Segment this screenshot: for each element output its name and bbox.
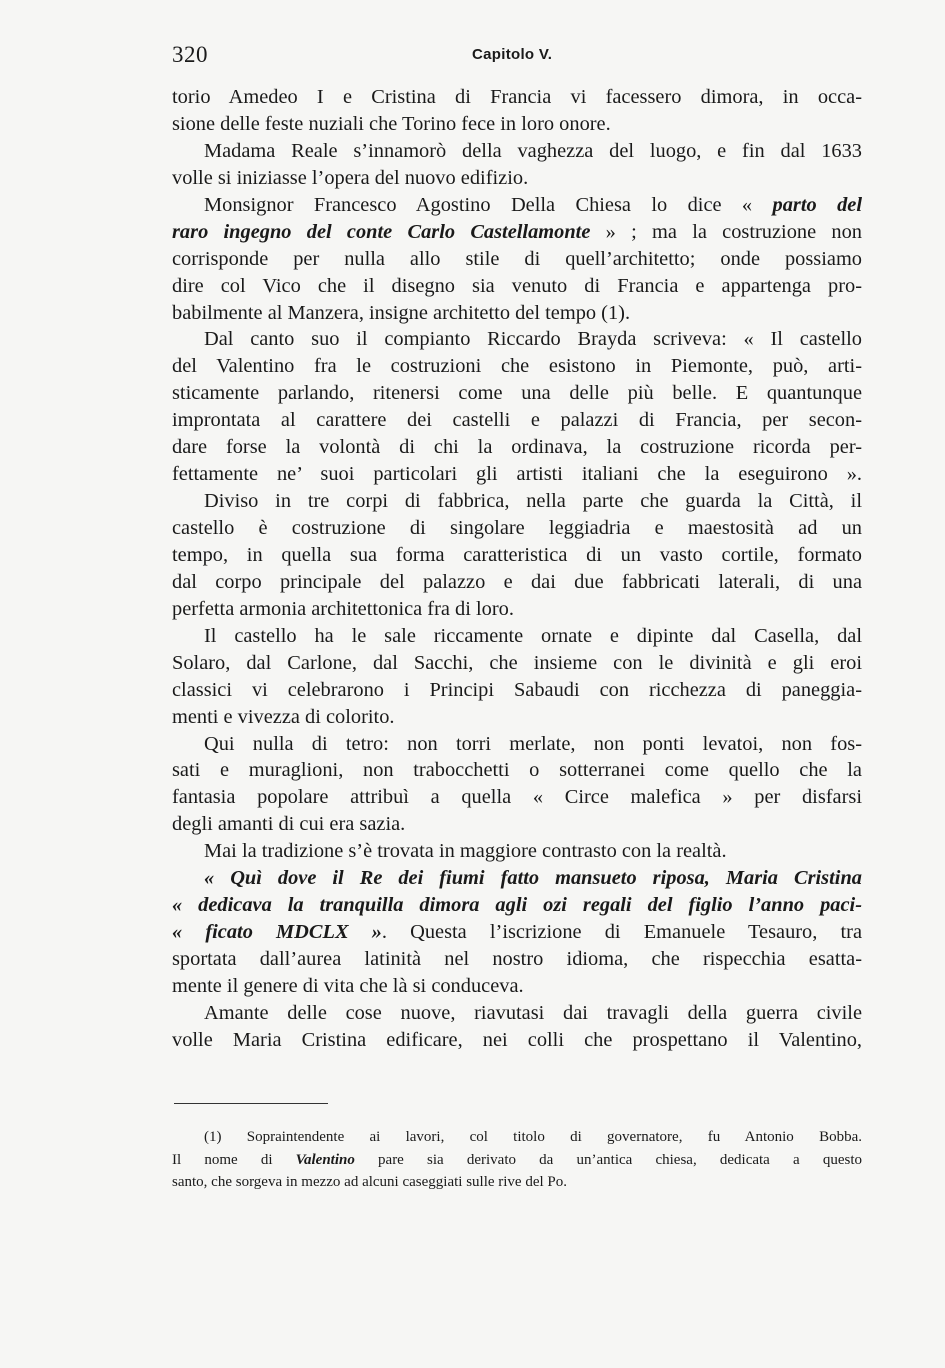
text-line: babilmente al Manzera, insigne architetto del tempo (1). [172,301,631,324]
text-line: degli amanti di cui era sazia. [172,813,406,836]
text-run: . Questa l’iscrizione di Emanuele Tesauro, tra [381,921,862,944]
page-number: 320 [172,42,208,67]
text-line [172,192,862,219]
text-line: dire col Vico che il disegno sia venuto di Francia e appartenga pro- [172,274,862,297]
text-line: sati e muraglioni, non trabocchetti o sotterranei come quello che la [172,759,862,782]
footnotes [172,1126,862,1194]
text-line: Mai la tradizione s’è trovata in maggiore contrasto con la realtà. [204,840,727,863]
text-line: fettamente ne’ suoi particolari gli artisti italiani che la eseguirono ». [172,463,862,486]
footnote-line [172,1149,862,1172]
footnote-italic: Valentino [295,1151,355,1168]
quoted-italic: parto del [772,193,862,216]
text-line: mente il genere di vita che là si conduceva. [172,974,524,997]
text-line: Madama Reale s’innamorò della vaghezza del luogo, e fin dal 1633 [204,139,862,162]
text-line: menti e vivezza di colorito. [172,705,395,728]
text-line: del Valentino fra le costruzioni che esistono in Piemonte, può, arti- [172,355,862,378]
text-line: Amante delle cose nuove, riavutasi dai travagli della guerra civile [204,1001,862,1024]
text-line: Dal canto suo il compianto Riccardo Brayda scriveva: « Il castello [204,328,862,351]
text-line: sione delle feste nuziali che Torino fece in loro onore. [172,112,611,135]
text-line: Diviso in tre corpi di fabbrica, nella parte che guarda la Città, il [204,490,862,513]
footnote-divider [174,1103,328,1104]
text-run: Monsignor Francesco Agostino Della Chiesa lo dice « [204,193,773,216]
text-line: Qui nulla di tetro: non torri merlate, non ponti levatoi, non fos- [204,732,862,755]
text-line: dare forse la volontà di chi la ordinava, la costruzione ricorda per- [172,436,862,459]
text-line: sticamente parlando, ritenersi come una delle più belle. E quantunque [172,382,862,405]
inscription-line: « dedicava la tranquilla dimora agli ozi regali del figlio l’anno paci- [172,894,862,917]
text-line: classici vi celebrarono i Principi Sabaudi con ricchezza di paneggia- [172,678,862,701]
text-line: corrisponde per nulla allo stile di quell’architetto; onde possiamo [172,247,862,270]
text-line: castello è costruzione di singolare leggiadria e maestosità ad un [172,517,862,539]
footnote-line: santo, che sorgeva in mezzo ad alcuni caseggiati sulle rive del Po. [172,1174,568,1190]
text-run: Il nome di [172,1151,296,1168]
footnote-line: (1) Sopraintendente ai lavori, col titolo di governatore, fu Antonio Bobba. [204,1129,862,1145]
text-line [172,919,862,946]
text-line: tempo, in quella sua forma caratteristica di un vasto cortile, formato [172,543,862,566]
text-line: sportata dall’aurea latinità nel nostro idioma, che rispecchia esatta- [172,948,862,970]
text-line: volle Maria Cristina edificare, nei colli che prospettano il Valentino, [172,1028,862,1051]
text-line: volle si iniziasse l’opera del nuovo edifizio. [172,166,529,189]
text-line: perfetta armonia architettonica fra di loro. [172,597,514,620]
quoted-italic: raro ingegno del conte Carlo Castellamonte [172,220,591,243]
running-head: Capitolo V. [472,46,553,63]
page-header [172,42,862,76]
text-run: » ; ma la costruzione non [590,220,862,243]
inscription-line: « Quì dove il Re dei fiumi fatto mansueto riposa, Maria Cristina [204,867,862,890]
text-line: Il castello ha le sale riccamente ornate e dipinte dal Casella, dal [204,624,862,647]
text-line [172,219,862,246]
body-text [172,84,862,1054]
text-line: dal corpo principale del palazzo e dai due fabbricati laterali, di una [172,570,862,593]
text-line: improntata al carattere dei castelli e palazzi di Francia, per secon- [172,409,862,432]
text-line: fantasia popolare attribuì a quella « Circe malefica » per disfarsi [172,786,862,809]
text-line: torio Amedeo I e Cristina di Francia vi facessero dimora, in occa- [172,86,862,108]
text-line: Solaro, dal Carlone, dal Sacchi, che insieme con le divinità e gli eroi [172,651,862,674]
inscription-end: « ficato MDCLX » [172,921,382,944]
text-run: pare sia derivato da un’antica chiesa, dedicata a questo [354,1151,862,1168]
